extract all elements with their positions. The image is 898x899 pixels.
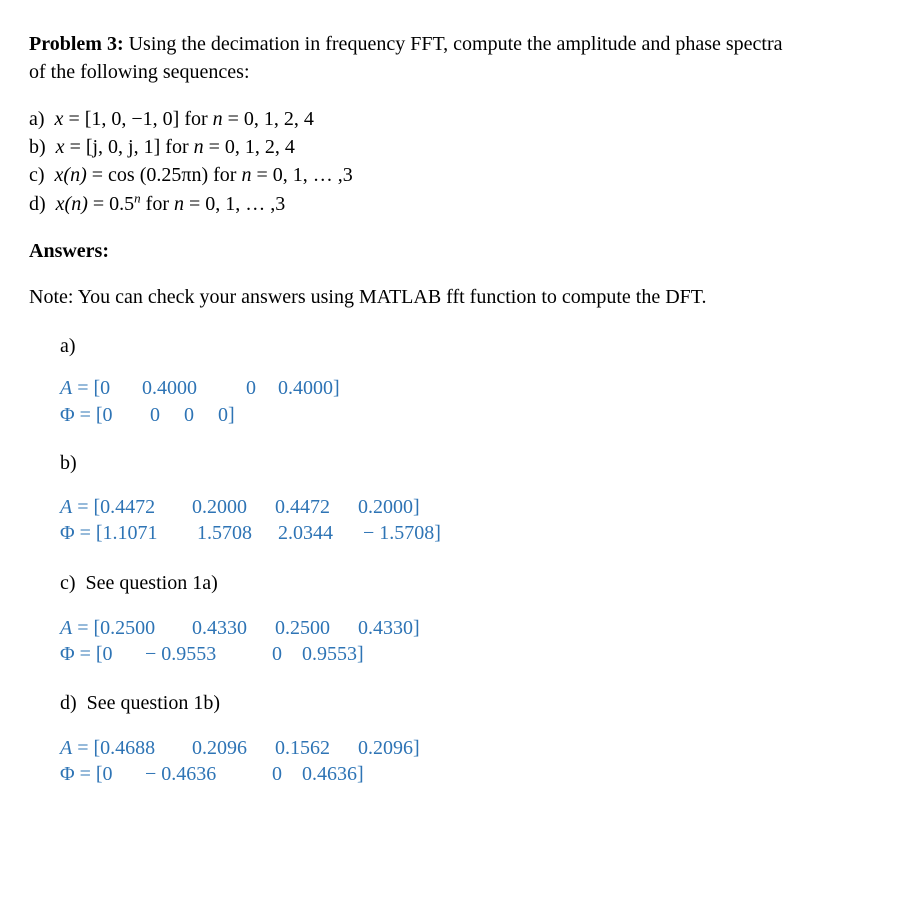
phase-value: 0: [150, 404, 160, 426]
amplitude-symbol: A: [60, 496, 73, 518]
phase-prefix: Φ = [0: [60, 404, 113, 426]
item-eq: = cos (0.25πn): [86, 164, 214, 186]
phase-value: 0.9553]: [302, 643, 364, 665]
answer-c-phase: [60, 641, 480, 667]
problem-item-a: [29, 106, 314, 132]
item-range: = 0, 1, … ,3: [183, 193, 286, 215]
item-range: = 0, 1, … ,3: [251, 164, 353, 186]
item-lhs: x(n): [54, 164, 87, 186]
answer-b-phase: [60, 520, 480, 546]
phase-value: − 1.5708]: [363, 522, 441, 544]
item-for: for: [165, 136, 194, 158]
amplitude-symbol: A: [60, 617, 73, 639]
answers-heading: Answers:: [29, 240, 109, 262]
answer-d-heading: [60, 690, 220, 716]
amplitude-value: 0.1562: [275, 737, 330, 759]
problem-item-c: [29, 162, 353, 188]
amplitude-prefix: A = [0.4472: [60, 496, 156, 518]
phase-prefix: Φ = [0: [60, 763, 113, 785]
item-range: = 0, 1, 2, 4: [203, 136, 295, 158]
amplitude-value: 0.2096: [192, 737, 247, 759]
item-n: n: [241, 164, 252, 186]
problem-item-b: [29, 134, 295, 160]
answer-b-amplitude: [60, 494, 480, 520]
item-letter: c): [29, 164, 45, 186]
amplitude-value: 0.2000: [192, 496, 247, 518]
problem-statement-line2: of the following sequences:: [29, 61, 250, 83]
answer-a-amplitude: [60, 375, 460, 401]
amplitude-prefix: A = [0.2500: [60, 617, 156, 639]
item-letter: d): [29, 193, 46, 215]
item-eq: = 0.5: [87, 193, 135, 215]
answer-a-label: a): [60, 335, 76, 357]
item-range: = 0, 1, 2, 4: [222, 108, 314, 130]
phase-value: − 0.9553: [145, 643, 217, 665]
item-exponent: n: [134, 190, 141, 206]
amplitude-value: 0.4000: [142, 377, 197, 399]
item-letter: b): [29, 136, 46, 158]
answer-d-label: d): [60, 692, 77, 714]
problem-statement-line1: [29, 31, 783, 57]
amplitude-value: 0.2500: [275, 617, 330, 639]
item-for: for: [213, 164, 242, 186]
phase-value: 0: [272, 643, 282, 665]
problem-item-d: [29, 191, 285, 217]
problem-label: Problem 3:: [29, 33, 124, 55]
answer-d-phase: [60, 761, 480, 787]
note-text: Note: You can check your answers using MATLAB fft function to compute the DFT.: [29, 286, 707, 308]
item-n: n: [212, 108, 223, 130]
answer-d-amplitude: [60, 735, 480, 761]
answer-c-label: c): [60, 572, 76, 594]
amplitude-value: 0.2096]: [358, 737, 420, 759]
amplitude-value: 0.4472: [275, 496, 330, 518]
phase-value: 0: [272, 763, 282, 785]
phase-value: 1.5708: [197, 522, 252, 544]
phase-value: 0: [184, 404, 194, 426]
amplitude-value: 0.4330: [192, 617, 247, 639]
item-letter: a): [29, 108, 45, 130]
item-for: for: [184, 108, 213, 130]
amplitude-symbol: A: [60, 737, 73, 759]
answer-a-phase: [60, 402, 460, 428]
amplitude-value: 0.4330]: [358, 617, 420, 639]
item-lhs: x: [54, 108, 64, 130]
item-lhs: x: [55, 136, 65, 158]
phase-prefix: Φ = [1.1071: [60, 522, 158, 544]
phase-value: 2.0344: [278, 522, 333, 544]
item-eq: = [j, 0, j, 1]: [64, 136, 166, 158]
problem-text: Using the decimation in frequency FFT, compute the amplitude and phase spectra: [128, 33, 783, 55]
item-eq: = [1, 0, −1, 0]: [63, 108, 185, 130]
item-for: for: [140, 193, 174, 215]
phase-prefix: Φ = [0: [60, 643, 113, 665]
item-n: n: [193, 136, 204, 158]
amplitude-value: 0: [246, 377, 256, 399]
answer-b-label: b): [60, 452, 77, 474]
item-n: n: [173, 193, 184, 215]
amplitude-prefix: A = [0.4688: [60, 737, 156, 759]
phase-value: 0]: [218, 404, 235, 426]
amplitude-symbol: A: [60, 377, 73, 399]
phase-value: − 0.4636: [145, 763, 217, 785]
item-lhs: x(n): [55, 193, 88, 215]
amplitude-value: 0.4000]: [278, 377, 340, 399]
amplitude-prefix: A = [0: [60, 377, 111, 399]
answer-c-heading: [60, 570, 218, 596]
answer-c-title: See question 1a): [85, 572, 218, 594]
answer-d-title: See question 1b): [86, 692, 220, 714]
answer-c-amplitude: [60, 615, 480, 641]
amplitude-value: 0.2000]: [358, 496, 420, 518]
phase-value: 0.4636]: [302, 763, 364, 785]
